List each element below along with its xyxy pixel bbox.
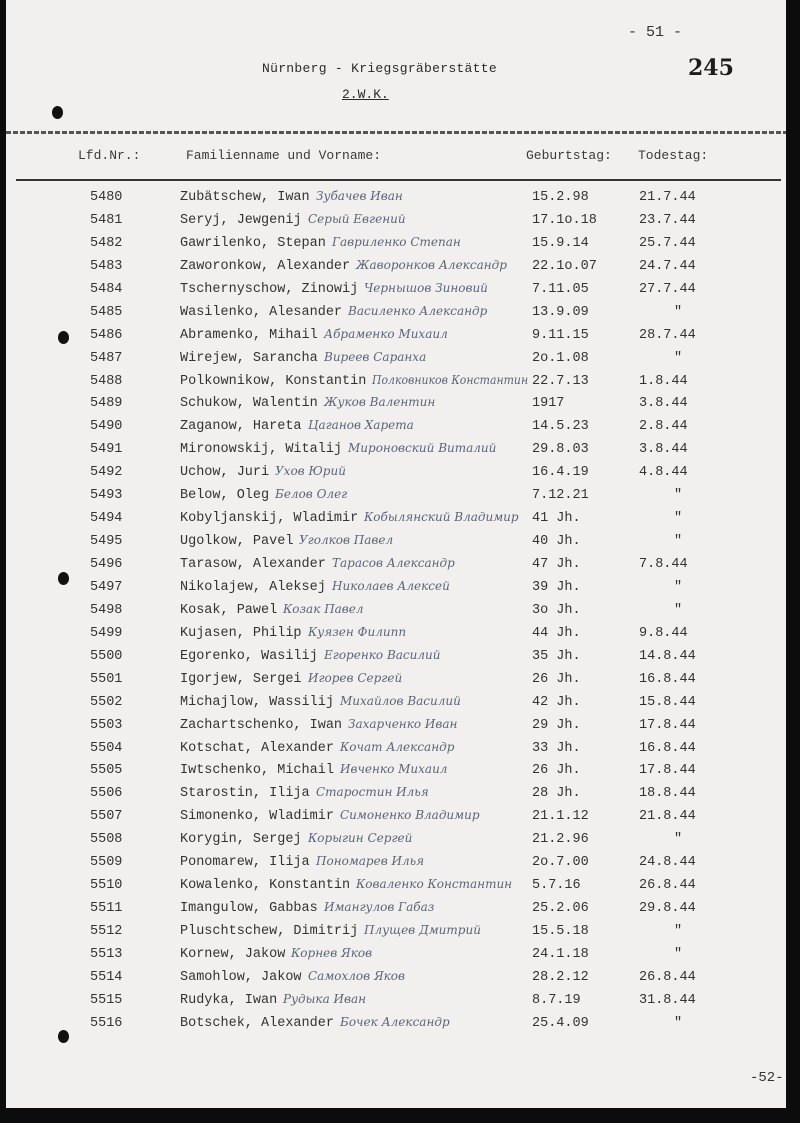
record-number: 5508	[90, 832, 123, 848]
table-row	[6, 210, 786, 233]
birth-date: 15.2.98	[532, 190, 589, 205]
birth-date: 35 Jh.	[532, 648, 581, 664]
death-date: 2.8.44	[639, 419, 688, 435]
birth-date: 28.2.12	[532, 969, 589, 985]
birth-date: 26 Jh.	[532, 671, 581, 687]
table-row	[6, 371, 786, 394]
table-row	[6, 646, 786, 669]
record-name: Ponomarew, Ilija	[180, 855, 310, 871]
death-date: 17.8.44	[639, 763, 696, 779]
birth-date: 25.4.09	[532, 1015, 589, 1031]
record-number: 5505	[90, 763, 123, 779]
record-number: 5513	[90, 946, 123, 962]
handwritten-annotation: Полковников Константин	[372, 372, 529, 387]
birth-date: 28 Jh.	[532, 786, 581, 802]
record-name: Wasilenko, Alesander	[180, 304, 343, 320]
record-number: 5516	[90, 1015, 123, 1031]
document-subtitle: 2.W.K.	[342, 87, 389, 102]
handwritten-annotation: Гавриленко Степан	[332, 234, 461, 249]
table-row	[6, 875, 786, 898]
death-date: 26.8.44	[639, 969, 696, 985]
death-date: 15.8.44	[639, 694, 696, 710]
document-page	[6, 0, 786, 1110]
birth-date: 21.2.96	[532, 832, 589, 848]
handwritten-annotation: Тарасов Александр	[332, 556, 455, 570]
record-number: 5496	[90, 557, 123, 572]
birth-date: 33 Jh.	[532, 740, 581, 756]
death-date: 14.8.44	[639, 648, 696, 664]
birth-date: 5.7.16	[532, 878, 581, 894]
handwritten-annotation: Цаганов Харета	[308, 418, 414, 433]
record-name: Tarasow, Alexander	[180, 557, 326, 572]
handwritten-annotation: Николаев Алексей	[332, 578, 450, 593]
record-name: Simonenko, Wladimir	[180, 809, 334, 825]
record-number: 5504	[90, 740, 123, 756]
dashed-divider	[6, 131, 786, 134]
record-number: 5500	[90, 648, 123, 664]
handwritten-annotation: Чернышов Зиновий	[364, 280, 488, 295]
page-number-bottom: -52-	[750, 1070, 784, 1086]
handwritten-annotation: Куязен Филипп	[308, 624, 407, 639]
handwritten-annotation: Игорев Сергей	[308, 670, 403, 685]
record-number: 5493	[90, 488, 123, 504]
birth-date: 14.5.23	[532, 419, 589, 435]
handwritten-annotation: Коваленко Константин	[356, 877, 513, 892]
death-date: 3.8.44	[639, 442, 688, 458]
birth-date: 26 Jh.	[532, 763, 581, 779]
birth-date: 16.4.19	[532, 465, 589, 481]
record-name: Wirejew, Sarancha	[180, 350, 318, 366]
death-date: 24.8.44	[639, 855, 696, 871]
death-date: 21.7.44	[639, 190, 696, 205]
birth-date: 9.11.15	[532, 327, 589, 343]
handwritten-annotation: Козак Павел	[283, 601, 364, 616]
birth-date: 22.7.13	[532, 373, 589, 389]
handwritten-annotation: Ухов Юрий	[275, 464, 346, 479]
record-number: 5495	[90, 534, 123, 550]
handwritten-annotation: Жуков Валентин	[324, 395, 436, 410]
record-name: Nikolajew, Aleksej	[180, 579, 326, 595]
handwritten-annotation: Серый Евгений	[308, 211, 406, 226]
death-date: 27.7.44	[639, 281, 696, 297]
record-name: Kosak, Pawel	[180, 602, 278, 618]
record-name: Kowalenko, Konstantin	[180, 878, 351, 894]
table-row	[6, 416, 786, 439]
table-row	[6, 485, 786, 508]
record-number: 5488	[90, 373, 123, 389]
record-number: 5499	[90, 625, 123, 641]
table-row	[6, 967, 786, 990]
death-date: 21.8.44	[639, 809, 696, 825]
record-number: 5512	[90, 924, 123, 939]
death-date: "	[674, 602, 683, 618]
column-header-died: Todestag:	[638, 148, 709, 163]
record-number: 5492	[90, 465, 123, 481]
handwritten-annotation: Пономарев Илья	[316, 854, 425, 869]
handwritten-annotation: Захарченко Иван	[348, 716, 458, 731]
birth-date: 3o Jh.	[532, 602, 581, 618]
record-name: Kornew, Jakow	[180, 946, 286, 962]
record-name: Michajlow, Wassilij	[180, 694, 334, 710]
record-name: Kotschat, Alexander	[180, 740, 334, 756]
record-number: 5507	[90, 809, 123, 825]
death-date: 24.7.44	[639, 258, 696, 274]
record-number: 5498	[90, 602, 123, 618]
table-row	[6, 783, 786, 806]
table-row	[6, 806, 786, 829]
death-date: 4.8.44	[639, 465, 688, 481]
record-name: Botschek, Alexander	[180, 1015, 334, 1031]
table-row	[6, 439, 786, 462]
birth-date: 22.1o.07	[532, 258, 597, 274]
death-date: 29.8.44	[639, 901, 696, 917]
death-date: 26.8.44	[639, 878, 696, 894]
punch-hole-icon	[52, 106, 63, 119]
record-name: Schukow, Walentin	[180, 396, 318, 412]
birth-date: 29.8.03	[532, 442, 589, 458]
record-number: 5491	[90, 442, 123, 458]
handwritten-annotation: Симоненко Владимир	[340, 808, 480, 823]
handwritten-annotation: Плущев Дмитрий	[364, 923, 481, 937]
death-date: 25.7.44	[639, 235, 696, 251]
record-number: 5483	[90, 258, 123, 274]
table-row	[6, 302, 786, 325]
handwritten-annotation: Зубачев Иван	[316, 189, 403, 203]
handwritten-annotation: Абраменко Михаил	[324, 326, 448, 341]
record-number: 5480	[90, 190, 123, 205]
record-name: Iwtschenko, Michail	[180, 763, 334, 779]
table-row	[6, 738, 786, 761]
table-row	[6, 256, 786, 279]
handwritten-annotation: Кочат Александр	[340, 739, 455, 754]
record-number: 5487	[90, 350, 123, 366]
handwritten-annotation: Уголков Павел	[299, 533, 394, 548]
handwritten-annotation: Бочек Александр	[340, 1014, 450, 1029]
table-row	[6, 692, 786, 715]
record-name: Below, Oleg	[180, 488, 270, 504]
death-date: 17.8.44	[639, 717, 696, 733]
death-date: 16.8.44	[639, 671, 696, 687]
handwritten-annotation: Василенко Александр	[348, 303, 488, 318]
column-headers	[6, 148, 786, 168]
table-row	[6, 898, 786, 921]
scan-border	[0, 1108, 800, 1123]
archive-stamp-number: 245	[688, 55, 734, 81]
record-number: 5503	[90, 717, 123, 733]
record-name: Starostin, Ilija	[180, 786, 310, 802]
record-name: Zaganow, Hareta	[180, 419, 302, 435]
birth-date: 29 Jh.	[532, 717, 581, 733]
table-row	[6, 944, 786, 967]
record-name: Zubätschew, Iwan	[180, 190, 310, 205]
handwritten-annotation: Егоренко Василий	[324, 647, 441, 662]
handwritten-annotation: Корыгин Сергей	[308, 831, 413, 846]
record-number: 5506	[90, 786, 123, 802]
record-number: 5501	[90, 671, 123, 687]
table-row	[6, 279, 786, 302]
table-row	[6, 623, 786, 646]
column-header-born: Geburtstag:	[526, 148, 612, 163]
birth-date: 8.7.19	[532, 992, 581, 1008]
record-name: Gawrilenko, Stepan	[180, 235, 326, 251]
record-name: Imangulow, Gabbas	[180, 901, 318, 917]
table-row	[6, 600, 786, 623]
records-list	[6, 187, 786, 1036]
table-row	[6, 348, 786, 371]
table-row	[6, 554, 786, 577]
birth-date: 40 Jh.	[532, 534, 581, 550]
record-number: 5489	[90, 396, 123, 412]
handwritten-annotation: Корнев Яков	[291, 945, 373, 960]
record-number: 5509	[90, 855, 123, 871]
record-number: 5494	[90, 511, 123, 527]
record-number: 5486	[90, 327, 123, 343]
record-number: 5485	[90, 304, 123, 320]
document-title: Nürnberg - Kriegsgräberstätte	[262, 61, 497, 76]
death-date: 23.7.44	[639, 212, 696, 228]
death-date: 28.7.44	[639, 327, 696, 343]
record-name: Rudyka, Iwan	[180, 992, 278, 1008]
handwritten-annotation: Белов Олег	[275, 487, 348, 502]
handwritten-annotation: Рудыка Иван	[283, 991, 367, 1006]
table-row	[6, 187, 786, 210]
birth-date: 13.9.09	[532, 304, 589, 320]
birth-date: 17.1o.18	[532, 212, 597, 228]
record-name: Korygin, Sergej	[180, 832, 302, 848]
birth-date: 39 Jh.	[532, 579, 581, 595]
record-name: Kujasen, Philip	[180, 625, 302, 641]
death-date: "	[674, 511, 683, 527]
table-row	[6, 508, 786, 531]
record-name: Samohlow, Jakow	[180, 969, 302, 985]
handwritten-annotation: Михайлов Василий	[340, 693, 461, 708]
death-date: "	[674, 304, 683, 320]
table-row	[6, 669, 786, 692]
birth-date: 44 Jh.	[532, 625, 581, 641]
death-date: 1.8.44	[639, 373, 688, 389]
record-name: Kobyljanskij, Wladimir	[180, 511, 359, 527]
record-name: Zaworonkow, Alexander	[180, 258, 351, 274]
birth-date: 2o.7.00	[532, 855, 589, 871]
table-row	[6, 531, 786, 554]
death-date: "	[674, 924, 683, 939]
handwritten-annotation: Имангулов Габаз	[324, 900, 435, 915]
birth-date: 1917	[532, 396, 565, 412]
record-name: Pluschtschew, Dimitrij	[180, 924, 359, 939]
table-row	[6, 577, 786, 600]
record-name: Egorenko, Wasilij	[180, 648, 318, 664]
death-date: 7.8.44	[639, 557, 688, 572]
birth-date: 25.2.06	[532, 901, 589, 917]
handwritten-annotation: Ивченко Михаил	[340, 762, 448, 777]
birth-date: 15.5.18	[532, 924, 589, 939]
handwritten-annotation: Старостин Илья	[316, 785, 429, 800]
death-date: "	[674, 579, 683, 595]
record-name: Igorjew, Sergei	[180, 671, 302, 687]
birth-date: 41 Jh.	[532, 511, 581, 527]
column-header-nr: Lfd.Nr.:	[78, 148, 141, 163]
record-number: 5511	[90, 901, 123, 917]
page-number-top: - 51 -	[628, 24, 683, 41]
birth-date: 24.1.18	[532, 946, 589, 962]
death-date: "	[674, 1015, 683, 1031]
birth-date: 15.9.14	[532, 235, 589, 251]
death-date: 3.8.44	[639, 396, 688, 412]
table-row	[6, 921, 786, 944]
death-date: "	[674, 946, 683, 962]
handwritten-annotation: Кобылянский Владимир	[364, 510, 519, 525]
record-name: Mironowskij, Witalij	[180, 442, 343, 458]
record-name: Ugolkow, Pavel	[180, 534, 294, 550]
death-date: "	[674, 350, 683, 366]
death-date: "	[674, 832, 683, 848]
record-number: 5481	[90, 212, 123, 228]
record-name: Uchow, Juri	[180, 465, 270, 481]
birth-date: 7.11.05	[532, 281, 589, 297]
birth-date: 47 Jh.	[532, 557, 581, 572]
record-number: 5484	[90, 281, 123, 297]
table-row	[6, 462, 786, 485]
death-date: 18.8.44	[639, 786, 696, 802]
record-name: Tschernyschow, Zinowij	[180, 281, 359, 297]
record-name: Polkownikow, Konstantin	[180, 373, 367, 389]
record-number: 5510	[90, 878, 123, 894]
header-divider	[16, 179, 781, 181]
birth-date: 42 Jh.	[532, 694, 581, 710]
table-row	[6, 829, 786, 852]
table-row	[6, 852, 786, 875]
table-row	[6, 990, 786, 1013]
record-number: 5502	[90, 694, 123, 710]
death-date: "	[674, 488, 683, 504]
record-name: Abramenko, Mihail	[180, 327, 318, 343]
handwritten-annotation: Самохлов Яков	[308, 968, 406, 983]
table-row	[6, 325, 786, 348]
table-row	[6, 233, 786, 256]
record-number: 5497	[90, 579, 123, 595]
record-name: Seryj, Jewgenij	[180, 212, 302, 228]
column-header-name: Familienname und Vorname:	[186, 148, 382, 163]
death-date: "	[674, 534, 683, 550]
record-number: 5482	[90, 235, 123, 251]
handwritten-annotation: Мироновский Виталий	[348, 441, 497, 456]
table-row	[6, 715, 786, 738]
table-row	[6, 1013, 786, 1036]
birth-date: 21.1.12	[532, 809, 589, 825]
birth-date: 7.12.21	[532, 488, 589, 504]
handwritten-annotation: Жаворонков Александр	[356, 257, 507, 272]
record-number: 5514	[90, 969, 123, 985]
table-row	[6, 760, 786, 783]
record-number: 5490	[90, 419, 123, 435]
handwritten-annotation: Виреев Саранха	[324, 349, 427, 364]
table-row	[6, 393, 786, 416]
birth-date: 2o.1.08	[532, 350, 589, 366]
death-date: 9.8.44	[639, 625, 688, 641]
record-number: 5515	[90, 992, 123, 1008]
record-name: Zachartschenko, Iwan	[180, 717, 343, 733]
death-date: 31.8.44	[639, 992, 696, 1008]
death-date: 16.8.44	[639, 740, 696, 756]
